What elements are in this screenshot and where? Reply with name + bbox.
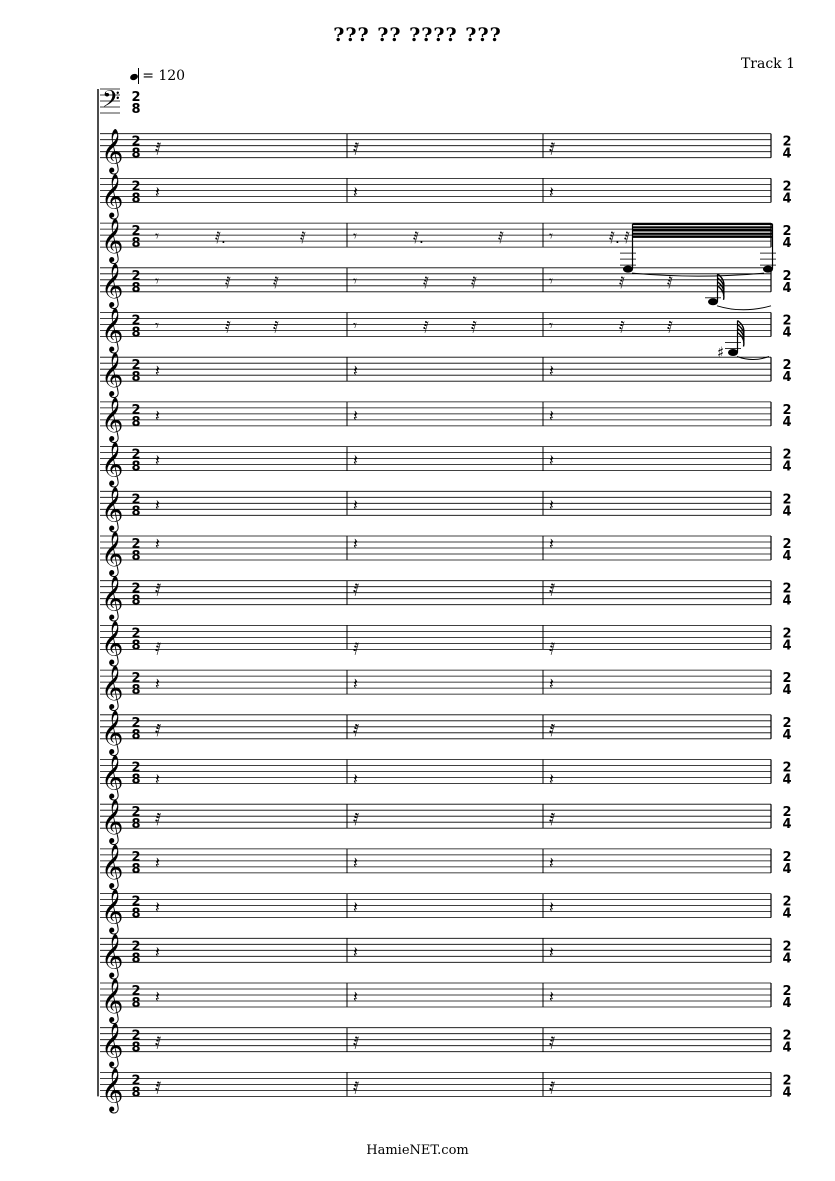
thirtysecond-rest-icon: 𝅀. bbox=[609, 228, 620, 248]
thirtysecond-rest-icon: 𝅀 bbox=[624, 228, 630, 248]
thirtysecond-rest-icon: 𝅀 bbox=[155, 1033, 162, 1054]
treble-clef-icon: 𝄞 bbox=[101, 218, 124, 263]
thirtysecond-rest-icon: 𝅀 bbox=[498, 228, 504, 248]
eighth-rest-icon: 𝄾 bbox=[549, 316, 553, 335]
quarter-rest-icon: 𝄽 bbox=[155, 534, 160, 553]
time-signature-denominator: 4 bbox=[782, 236, 792, 252]
thirtysecond-rest-icon: 𝅀 bbox=[353, 639, 360, 660]
time-signature-numerator: 2 bbox=[131, 447, 141, 463]
time-signature-numerator: 2 bbox=[782, 1073, 792, 1089]
time-signature-numerator: 2 bbox=[131, 939, 141, 955]
thirtysecond-rest-icon: 𝅀 bbox=[549, 720, 556, 741]
time-signature-numerator: 2 bbox=[782, 224, 792, 240]
time-signature-denominator: 8 bbox=[131, 280, 141, 296]
eighth-rest-icon: 𝄾 bbox=[353, 316, 357, 335]
time-signature-numerator: 2 bbox=[782, 313, 792, 329]
time-signature-denominator: 8 bbox=[131, 459, 141, 475]
note-beam bbox=[633, 226, 773, 228]
thirtysecond-rest-icon: 𝅀 bbox=[155, 810, 162, 831]
time-signature-denominator: 8 bbox=[131, 593, 141, 609]
time-signature-numerator: 2 bbox=[782, 581, 792, 597]
quarter-rest-icon: 𝄽 bbox=[549, 942, 554, 962]
thirtysecond-rest-icon: 𝅀 bbox=[155, 720, 162, 741]
thirtysecond-rest-icon: 𝅀 bbox=[549, 580, 556, 601]
quarter-rest-icon: 𝄽 bbox=[353, 182, 358, 202]
treble-clef-icon: 𝄞 bbox=[101, 620, 124, 665]
note-head bbox=[728, 349, 738, 356]
page-title: ??? ?? ???? ??? bbox=[333, 24, 502, 46]
time-signature-numerator: 2 bbox=[131, 268, 141, 284]
quarter-rest-icon: 𝄽 bbox=[549, 852, 554, 872]
note-beam bbox=[633, 236, 773, 238]
thirtysecond-rest-icon: 𝅀 bbox=[353, 580, 360, 601]
note-head bbox=[623, 266, 633, 273]
quarter-rest-icon: 𝄽 bbox=[353, 852, 358, 872]
time-signature-numerator: 2 bbox=[131, 760, 141, 776]
treble-clef-icon: 𝄞 bbox=[101, 1022, 124, 1067]
time-signature-denominator: 4 bbox=[782, 504, 792, 520]
thirtysecond-rest-icon: 𝅀 bbox=[155, 639, 162, 660]
time-signature-numerator: 2 bbox=[131, 90, 141, 105]
time-signature-numerator: 2 bbox=[131, 671, 141, 687]
time-signature-numerator: 2 bbox=[782, 849, 792, 865]
time-signature-denominator: 4 bbox=[782, 683, 792, 699]
treble-clef-icon: 𝄞 bbox=[101, 843, 124, 888]
quarter-rest-icon: 𝄽 bbox=[353, 769, 358, 789]
eighth-rest-icon: 𝄾 bbox=[155, 271, 159, 290]
time-signature-denominator: 8 bbox=[131, 683, 141, 699]
thirtysecond-rest-icon: 𝅀 bbox=[549, 139, 556, 160]
quarter-rest-icon: 𝄽 bbox=[353, 942, 358, 962]
thirtysecond-rest-icon: 𝅀. bbox=[215, 228, 226, 248]
time-signature-denominator: 4 bbox=[782, 638, 792, 654]
time-signature-denominator: 8 bbox=[131, 102, 141, 117]
time-signature-denominator: 8 bbox=[131, 638, 141, 654]
note-beam bbox=[633, 233, 773, 235]
time-signature-denominator: 4 bbox=[782, 370, 792, 386]
eighth-rest-icon: 𝄾 bbox=[549, 227, 553, 246]
thirtysecond-rest-icon: 𝅀 bbox=[667, 272, 673, 292]
thirtysecond-rest-icon: 𝅀 bbox=[619, 317, 625, 337]
quarter-rest-icon: 𝄽 bbox=[353, 897, 358, 917]
time-signature-numerator: 2 bbox=[782, 402, 792, 418]
quarter-rest-icon: 𝄽 bbox=[155, 674, 160, 694]
time-signature-numerator: 2 bbox=[782, 179, 792, 195]
time-signature-denominator: 8 bbox=[131, 504, 141, 520]
time-signature-denominator: 4 bbox=[782, 549, 792, 564]
treble-clef-icon: 𝄞 bbox=[101, 128, 124, 173]
time-signature-numerator: 2 bbox=[131, 402, 141, 418]
thirtysecond-rest-icon: 𝅀 bbox=[155, 139, 162, 160]
thirtysecond-rest-icon: 𝅀 bbox=[667, 317, 673, 337]
quarter-rest-icon: 𝄽 bbox=[353, 495, 358, 515]
thirtysecond-rest-icon: 𝅀 bbox=[549, 1078, 556, 1099]
time-signature-denominator: 8 bbox=[131, 414, 141, 430]
thirtysecond-rest-icon: 𝅀 bbox=[353, 810, 360, 831]
time-signature-numerator: 2 bbox=[131, 581, 141, 597]
thirtysecond-rest-icon: 𝅀 bbox=[471, 272, 477, 292]
time-signature-numerator: 2 bbox=[131, 1028, 141, 1044]
time-signature-numerator: 2 bbox=[131, 537, 141, 552]
thirtysecond-rest-icon: 𝅀 bbox=[549, 810, 556, 831]
thirtysecond-rest-icon: 𝅀 bbox=[353, 720, 360, 741]
time-signature-numerator: 2 bbox=[782, 537, 792, 552]
time-signature-denominator: 4 bbox=[782, 861, 792, 877]
sharp-accidental-icon: ♯ bbox=[717, 343, 725, 362]
time-signature-numerator: 2 bbox=[782, 671, 792, 687]
time-signature-numerator: 2 bbox=[782, 984, 792, 999]
thirtysecond-rest-icon: 𝅀 bbox=[273, 317, 279, 337]
treble-clef-icon: 𝄞 bbox=[101, 262, 124, 307]
time-signature-numerator: 2 bbox=[131, 984, 141, 999]
quarter-rest-icon: 𝄽 bbox=[155, 495, 160, 515]
eighth-rest-icon: 𝄾 bbox=[155, 227, 159, 246]
time-signature-numerator: 2 bbox=[782, 715, 792, 731]
track-label: Track 1 bbox=[740, 56, 795, 72]
quarter-rest-icon: 𝄽 bbox=[549, 897, 554, 917]
time-signature-numerator: 2 bbox=[782, 760, 792, 776]
time-signature-denominator: 4 bbox=[782, 906, 792, 922]
time-signature-denominator: 4 bbox=[782, 325, 792, 341]
quarter-rest-icon: 𝄽 bbox=[549, 987, 554, 1006]
quarter-rest-icon: 𝄽 bbox=[549, 534, 554, 553]
time-signature-denominator: 8 bbox=[131, 772, 141, 788]
quarter-rest-icon: 𝄽 bbox=[549, 361, 554, 381]
quarter-rest-icon: 𝄽 bbox=[353, 987, 358, 1006]
quarter-rest-icon: 𝄽 bbox=[549, 450, 554, 470]
treble-clef-icon: 𝄞 bbox=[101, 888, 124, 933]
time-signature-denominator: 4 bbox=[782, 772, 792, 788]
treble-clef-icon: 𝄞 bbox=[101, 799, 124, 844]
treble-clef-icon: 𝄞 bbox=[101, 754, 124, 799]
time-signature-denominator: 4 bbox=[782, 727, 792, 743]
quarter-rest-icon: 𝄽 bbox=[155, 361, 160, 381]
time-signature-denominator: 8 bbox=[131, 191, 141, 207]
eighth-rest-icon: 𝄾 bbox=[549, 271, 553, 290]
quarter-rest-icon: 𝄽 bbox=[353, 674, 358, 694]
time-signature-denominator: 4 bbox=[782, 414, 792, 430]
time-signature-denominator: 8 bbox=[131, 549, 141, 564]
note-beam bbox=[633, 223, 773, 225]
thirtysecond-rest-icon: 𝅀 bbox=[549, 1033, 556, 1054]
time-signature-numerator: 2 bbox=[131, 626, 141, 642]
note-beam bbox=[633, 230, 773, 232]
tempo-value: = 120 bbox=[142, 68, 186, 84]
time-signature-denominator: 8 bbox=[131, 906, 141, 922]
time-signature-denominator: 8 bbox=[131, 146, 141, 162]
quarter-rest-icon: 𝄽 bbox=[353, 361, 358, 381]
time-signature-denominator: 4 bbox=[782, 593, 792, 609]
treble-clef-icon: 𝄞 bbox=[101, 396, 124, 441]
time-signature-denominator: 4 bbox=[782, 817, 792, 833]
time-signature-denominator: 8 bbox=[131, 1040, 141, 1056]
time-signature-numerator: 2 bbox=[782, 894, 792, 910]
time-signature-numerator: 2 bbox=[782, 626, 792, 642]
eighth-rest-icon: 𝄾 bbox=[155, 316, 159, 335]
quarter-rest-icon: 𝄽 bbox=[549, 182, 554, 202]
treble-clef-icon: 𝄞 bbox=[101, 1067, 124, 1112]
thirtysecond-rest-icon: 𝅀 bbox=[619, 272, 625, 292]
time-signature-numerator: 2 bbox=[782, 1028, 792, 1044]
thirtysecond-rest-icon: 𝅀. bbox=[413, 228, 424, 248]
treble-clef-icon: 𝄞 bbox=[101, 441, 124, 486]
time-signature-numerator: 2 bbox=[131, 849, 141, 865]
quarter-rest-icon: 𝄽 bbox=[155, 987, 160, 1006]
time-signature-denominator: 8 bbox=[131, 861, 141, 877]
time-signature-numerator: 2 bbox=[782, 492, 792, 508]
quarter-rest-icon: 𝄽 bbox=[353, 450, 358, 470]
thirtysecond-rest-icon: 𝅀 bbox=[353, 139, 360, 160]
treble-clef-icon: 𝄞 bbox=[101, 709, 124, 754]
time-signature-denominator: 8 bbox=[131, 370, 141, 386]
quarter-rest-icon: 𝄽 bbox=[155, 405, 160, 425]
time-signature-denominator: 8 bbox=[131, 951, 141, 967]
time-signature-numerator: 2 bbox=[782, 939, 792, 955]
time-signature-numerator: 2 bbox=[131, 805, 141, 821]
time-signature-denominator: 8 bbox=[131, 325, 141, 341]
time-signature-numerator: 2 bbox=[131, 715, 141, 731]
time-signature-numerator: 2 bbox=[131, 224, 141, 240]
quarter-rest-icon: 𝄽 bbox=[155, 450, 160, 470]
time-signature-numerator: 2 bbox=[782, 447, 792, 463]
time-signature-numerator: 2 bbox=[131, 179, 141, 195]
quarter-rest-icon: 𝄽 bbox=[155, 897, 160, 917]
tie bbox=[717, 306, 771, 310]
time-signature-numerator: 2 bbox=[131, 492, 141, 508]
time-signature-denominator: 8 bbox=[131, 236, 141, 252]
time-signature-numerator: 2 bbox=[782, 134, 792, 150]
quarter-rest-icon: 𝄽 bbox=[353, 534, 358, 553]
time-signature-denominator: 4 bbox=[782, 146, 792, 162]
time-signature-denominator: 4 bbox=[782, 280, 792, 296]
quarter-rest-icon: 𝄽 bbox=[549, 769, 554, 789]
thirtysecond-rest-icon: 𝅀 bbox=[225, 272, 231, 292]
thirtysecond-rest-icon: 𝅀 bbox=[471, 317, 477, 337]
quarter-rest-icon: 𝄽 bbox=[155, 942, 160, 962]
time-signature-numerator: 2 bbox=[131, 894, 141, 910]
time-signature-numerator: 2 bbox=[782, 268, 792, 284]
eighth-rest-icon: 𝄾 bbox=[353, 271, 357, 290]
eighth-rest-icon: 𝄾 bbox=[353, 227, 357, 246]
quarter-rest-icon: 𝄽 bbox=[549, 674, 554, 694]
treble-clef-icon: 𝄞 bbox=[101, 978, 124, 1022]
time-signature-denominator: 8 bbox=[131, 1085, 141, 1101]
time-signature-denominator: 4 bbox=[782, 1085, 792, 1101]
time-signature-denominator: 4 bbox=[782, 996, 792, 1011]
time-signature-denominator: 8 bbox=[131, 727, 141, 743]
quarter-rest-icon: 𝄽 bbox=[549, 405, 554, 425]
thirtysecond-rest-icon: 𝅀 bbox=[353, 1078, 360, 1099]
treble-clef-icon: 𝄞 bbox=[101, 486, 124, 531]
quarter-rest-icon: 𝄽 bbox=[155, 182, 160, 202]
time-signature-denominator: 4 bbox=[782, 1040, 792, 1056]
thirtysecond-rest-icon: 𝅀 bbox=[353, 1033, 360, 1054]
time-signature-denominator: 8 bbox=[131, 996, 141, 1011]
time-signature-numerator: 2 bbox=[131, 134, 141, 150]
time-signature-numerator: 2 bbox=[782, 805, 792, 821]
treble-clef-icon: 𝄞 bbox=[101, 531, 124, 575]
note-head bbox=[708, 298, 718, 305]
thirtysecond-rest-icon: 𝅀 bbox=[155, 580, 162, 601]
time-signature-numerator: 2 bbox=[131, 358, 141, 374]
bass-clef-icon: 𝄢 bbox=[102, 85, 121, 118]
thirtysecond-rest-icon: 𝅀 bbox=[549, 639, 556, 660]
treble-clef-icon: 𝄞 bbox=[101, 933, 124, 978]
treble-clef-icon: 𝄞 bbox=[101, 307, 124, 352]
quarter-rest-icon: 𝄽 bbox=[155, 769, 160, 789]
thirtysecond-rest-icon: 𝅀 bbox=[300, 228, 306, 248]
time-signature-denominator: 4 bbox=[782, 951, 792, 967]
thirtysecond-rest-icon: 𝅀 bbox=[423, 272, 429, 292]
treble-clef-icon: 𝄞 bbox=[101, 352, 124, 397]
time-signature-denominator: 8 bbox=[131, 817, 141, 833]
time-signature-denominator: 4 bbox=[782, 459, 792, 475]
thirtysecond-rest-icon: 𝅀 bbox=[155, 1078, 162, 1099]
time-signature-numerator: 2 bbox=[131, 1073, 141, 1089]
time-signature-denominator: 4 bbox=[782, 191, 792, 207]
thirtysecond-rest-icon: 𝅀 bbox=[423, 317, 429, 337]
treble-clef-icon: 𝄞 bbox=[101, 173, 124, 218]
quarter-rest-icon: 𝄽 bbox=[549, 495, 554, 515]
thirtysecond-rest-icon: 𝅀 bbox=[273, 272, 279, 292]
time-signature-numerator: 2 bbox=[782, 358, 792, 374]
quarter-rest-icon: 𝄽 bbox=[353, 405, 358, 425]
treble-clef-icon: 𝄞 bbox=[101, 575, 124, 620]
thirtysecond-rest-icon: 𝅀 bbox=[225, 317, 231, 337]
quarter-rest-icon: 𝄽 bbox=[155, 852, 160, 872]
treble-clef-icon: 𝄞 bbox=[101, 665, 124, 710]
footer-credit: HamieNET.com bbox=[366, 1143, 469, 1158]
time-signature-numerator: 2 bbox=[131, 313, 141, 329]
